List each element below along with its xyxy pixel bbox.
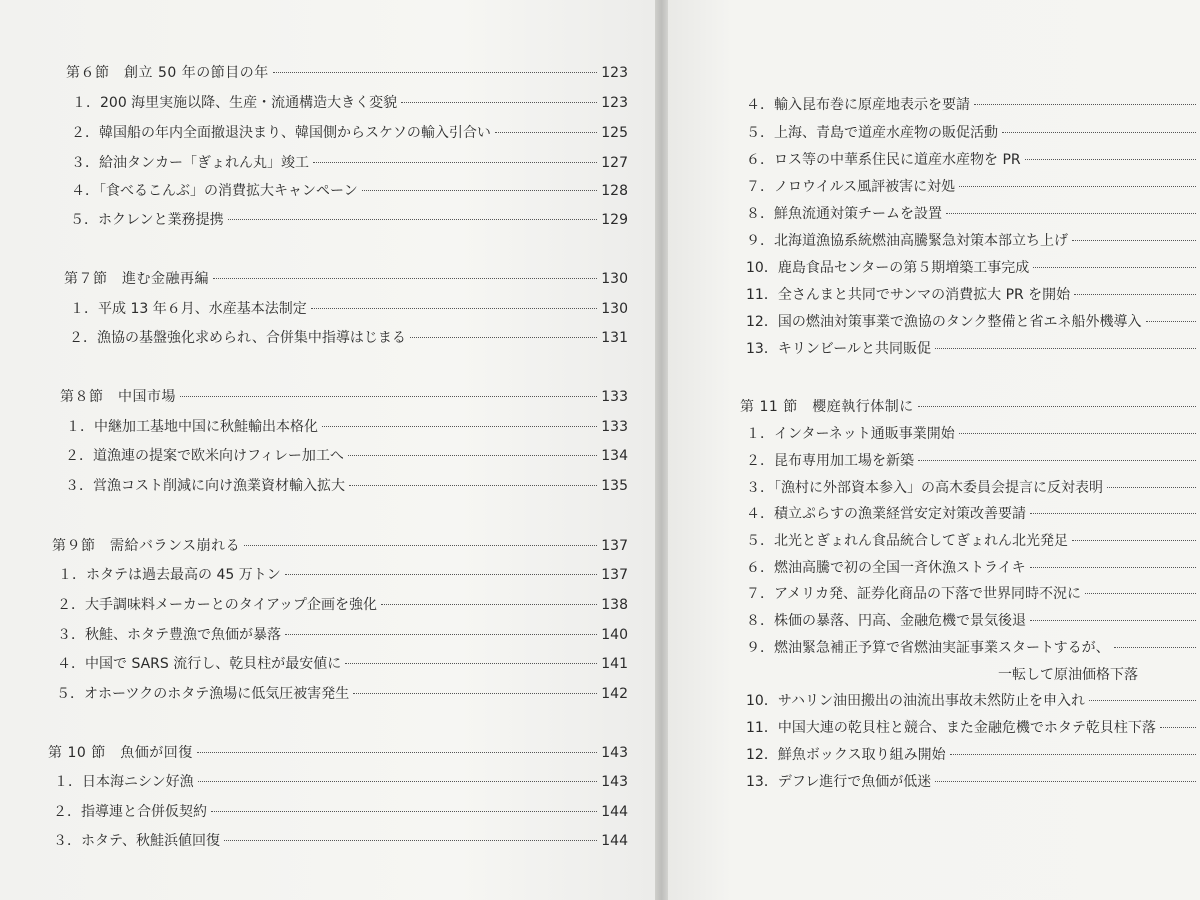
page-number: 134 xyxy=(601,448,628,464)
book-gutter xyxy=(655,0,668,900)
entry-title: ６．燃油高騰で初の全国一斉休漁ストライキ xyxy=(746,560,1026,576)
toc-entry xyxy=(746,178,1200,196)
page-number: 142 xyxy=(601,686,628,702)
entry-title: 10．サハリン油田搬出の油流出事故未然防止を申入れ xyxy=(746,693,1085,709)
toc-entry xyxy=(57,655,628,673)
page-number: 143 xyxy=(601,774,628,790)
dot-leader xyxy=(273,72,598,73)
dot-leader xyxy=(198,781,598,782)
section-title: 第 10 節 魚価が回復 xyxy=(48,745,193,761)
dot-leader xyxy=(311,308,598,309)
dot-leader xyxy=(918,460,1196,461)
dot-leader xyxy=(1030,620,1196,621)
entry-title: ３．給油タンカー「ぎょれん丸」竣工 xyxy=(71,155,309,171)
page-number: 144 xyxy=(601,833,628,849)
dot-leader xyxy=(959,186,1196,187)
dot-leader xyxy=(353,693,597,694)
dot-leader xyxy=(935,781,1196,782)
entry-title: ５．上海、青島で道産水産物の販促活動 xyxy=(746,125,998,141)
toc-entry xyxy=(70,211,628,229)
dot-leader xyxy=(349,485,597,486)
toc-entry xyxy=(65,447,628,465)
page-number: 138 xyxy=(601,597,628,613)
entry-title: １．ホタテは過去最高の 45 万トン xyxy=(58,567,281,583)
entry-title: 11．中国大連の乾貝柱と競合、また金融危機でホタテ乾貝柱下落 xyxy=(746,720,1156,736)
dot-leader xyxy=(1146,321,1196,322)
page-number: 137 xyxy=(601,538,628,554)
page-number: 141 xyxy=(601,656,628,672)
entry-title: ２．昆布専用加工場を新築 xyxy=(746,453,914,469)
toc-entry xyxy=(746,286,1200,304)
page-number: 130 xyxy=(601,271,628,287)
page-number: 125 xyxy=(601,125,628,141)
entry-title: ４．中国で SARS 流行し、乾貝柱が最安値に xyxy=(57,656,342,672)
entry-title: １．中継加工基地中国に秋鮭輸出本格化 xyxy=(66,419,318,435)
dot-leader xyxy=(1074,294,1196,295)
entry-title: １．日本海ニシン好漁 xyxy=(54,774,194,790)
dot-leader xyxy=(348,455,597,456)
toc-entry xyxy=(746,479,1200,497)
page-number: 127 xyxy=(601,155,628,171)
toc-entry xyxy=(65,477,628,495)
section-title: 第６節 創立 50 年の節目の年 xyxy=(66,65,269,81)
entry-title: １．平成 13 年６月、水産基本法制定 xyxy=(70,301,307,317)
dot-leader xyxy=(1072,240,1196,241)
entry-title: ７．ノロウイルス風評被害に対処 xyxy=(746,179,956,195)
dot-leader xyxy=(213,278,597,279)
entry-title: １．インターネット通販事業開始 xyxy=(746,426,955,442)
toc-entry xyxy=(57,626,628,644)
toc-entry xyxy=(53,832,628,850)
dot-leader xyxy=(918,406,1196,407)
dot-leader xyxy=(381,604,597,605)
toc-entry xyxy=(746,612,1200,630)
entry-title: ９．北海道漁協系統燃油高騰緊急対策本部立ち上げ xyxy=(746,233,1068,249)
page-number: 123 xyxy=(601,65,628,81)
dot-leader xyxy=(322,426,597,427)
dot-leader xyxy=(180,396,597,397)
dot-leader xyxy=(935,348,1196,349)
dot-leader xyxy=(946,213,1196,214)
dot-leader xyxy=(1160,727,1196,728)
toc-entry xyxy=(746,124,1200,142)
toc-entry xyxy=(746,232,1200,250)
toc-entry xyxy=(71,182,628,200)
toc-entry xyxy=(72,94,628,112)
toc-entry xyxy=(58,566,628,584)
dot-leader xyxy=(959,433,1196,434)
toc-entry xyxy=(54,773,628,791)
dot-leader xyxy=(224,840,597,841)
entry-title: １．200 海里実施以降、生産・流通構造大きく変貌 xyxy=(72,95,398,111)
dot-leader xyxy=(313,162,597,163)
entry-title: ５．ホクレンと業務提携 xyxy=(70,212,224,228)
dot-leader xyxy=(285,634,597,635)
section-heading xyxy=(48,744,628,762)
toc-entry xyxy=(57,596,628,614)
dot-leader xyxy=(197,752,598,753)
entry-title: ２．指導連と合併仮契約 xyxy=(53,804,207,820)
section-heading xyxy=(52,537,628,555)
dot-leader xyxy=(410,337,597,338)
dot-leader xyxy=(1002,132,1196,133)
toc-entry xyxy=(746,151,1200,169)
toc-entry xyxy=(746,505,1200,523)
toc-entry xyxy=(70,300,628,318)
page-number: 128 xyxy=(601,183,628,199)
entry-title: 12．国の燃油対策事業で漁協のタンク整備と省エネ船外機導入 xyxy=(746,314,1142,330)
dot-leader xyxy=(974,104,1196,105)
toc-entry xyxy=(746,96,1200,114)
toc-entry xyxy=(746,340,1200,358)
toc-entry xyxy=(69,329,628,347)
dot-leader xyxy=(1089,700,1196,701)
toc-entry xyxy=(746,425,1200,443)
entry-title: ９．燃油緊急補正予算で省燃油実証事業スタートするが、 xyxy=(746,640,1110,656)
toc-entry xyxy=(746,746,1200,764)
page-number: 140 xyxy=(601,627,628,643)
entry-title: ３．ホタテ、秋鮭浜値回復 xyxy=(53,833,221,849)
entry-title: ５．北光とぎょれん食品統合してぎょれん北光発足 xyxy=(746,533,1068,549)
entry-title: ７．アメリカ発、証券化商品の下落で世界同時不況に xyxy=(746,586,1082,602)
dot-leader xyxy=(950,754,1196,755)
page-number: 131 xyxy=(601,330,628,346)
section-title: 第９節 需給バランス崩れる xyxy=(52,538,241,554)
toc-entry xyxy=(746,639,1200,657)
page-number: 143 xyxy=(601,745,628,761)
toc-entry xyxy=(746,559,1200,577)
dot-leader xyxy=(495,132,597,133)
entry-title: ３．秋鮭、ホタテ豊漁で魚価が暴落 xyxy=(57,627,281,643)
dot-leader xyxy=(1025,159,1196,160)
entry-title: ３．営漁コスト削減に向け漁業資材輸入拡大 xyxy=(65,478,345,494)
entry-title: 13．デフレ進行で魚価が低迷 xyxy=(746,774,932,790)
dot-leader xyxy=(228,219,598,220)
toc-entry xyxy=(746,692,1200,710)
section-heading xyxy=(60,388,628,406)
entry-title: ８．鮮魚流通対策チームを設置 xyxy=(746,206,942,222)
dot-leader xyxy=(1030,567,1196,568)
page-number: 129 xyxy=(601,212,628,228)
entry-title: ６．ロス等の中華系住民に道産水産物を PR xyxy=(746,152,1021,168)
toc-entry xyxy=(746,532,1200,550)
page-number: 123 xyxy=(601,95,628,111)
dot-leader xyxy=(345,663,597,664)
toc-entry xyxy=(746,313,1200,331)
dot-leader xyxy=(285,574,598,575)
entry-title: ８．株価の暴落、円高、金融危機で景気後退 xyxy=(746,613,1026,629)
entry-title: 10．鹿島食品センターの第５期増築工事完成 xyxy=(746,260,1030,276)
dot-leader xyxy=(1107,487,1196,488)
section-heading xyxy=(66,64,628,82)
toc-entry xyxy=(746,452,1200,470)
page-number: 137 xyxy=(601,567,628,583)
toc-entry xyxy=(53,803,628,821)
page-number: 133 xyxy=(601,389,628,405)
toc-entry xyxy=(746,259,1200,277)
dot-leader xyxy=(401,102,597,103)
toc-entry xyxy=(71,124,628,142)
section-title: 第８節 中国市場 xyxy=(60,389,176,405)
toc-entry xyxy=(56,685,628,703)
entry-title: ２．大手調味料メーカーとのタイアップ企画を強化 xyxy=(57,597,378,613)
page-number: 144 xyxy=(601,804,628,820)
page-number: 130 xyxy=(601,301,628,317)
entry-title: ４．輸入昆布巻に原産地表示を要請 xyxy=(746,97,970,113)
entry-title: 11．全さんまと共同でサンマの消費拡大 PR を開始 xyxy=(746,287,1071,303)
entry-title: ４．積立ぷらすの漁業経営安定対策改善要請 xyxy=(746,506,1026,522)
section-heading xyxy=(740,398,1200,416)
entry-title: ２．韓国船の年内全面撤退決まり、韓国側からスケソの輸入引合い xyxy=(71,125,491,141)
dot-leader xyxy=(1033,267,1196,268)
entry-continuation: 一転して原油価格下落 xyxy=(998,667,1138,683)
section-title: 第７節 進む金融再編 xyxy=(64,271,209,287)
dot-leader xyxy=(362,190,598,191)
section-title: 第 11 節 櫻庭執行体制に xyxy=(740,399,914,415)
page-number: 133 xyxy=(601,419,628,435)
toc-entry xyxy=(746,719,1200,737)
page-number: 135 xyxy=(601,478,628,494)
entry-title: 13．キリンビールと共同販促 xyxy=(746,341,931,357)
dot-leader xyxy=(1085,593,1196,594)
dot-leader xyxy=(1072,540,1196,541)
entry-title: 12．鮮魚ボックス取り組み開始 xyxy=(746,747,946,763)
toc-entry xyxy=(66,418,628,436)
section-heading xyxy=(64,270,628,288)
entry-title: ３．「漁村に外部資本参入」の高木委員会提言に反対表明 xyxy=(746,480,1103,496)
right-page xyxy=(668,0,1200,900)
dot-leader xyxy=(1030,513,1196,514)
entry-title: ４．「食べるこんぶ」の消費拡大キャンペーン xyxy=(71,183,358,199)
dot-leader xyxy=(244,545,597,546)
entry-title: ５．オホーツクのホタテ漁場に低気圧被害発生 xyxy=(56,686,350,702)
toc-entry xyxy=(746,205,1200,223)
dot-leader xyxy=(1114,647,1196,648)
toc-entry xyxy=(71,154,628,172)
entry-title: ２．漁協の基盤強化求められ、合併集中指導はじまる xyxy=(69,330,406,346)
toc-entry xyxy=(746,585,1200,603)
entry-title: ２．道漁連の提案で欧米向けフィレー加工へ xyxy=(65,448,344,464)
dot-leader xyxy=(211,811,597,812)
toc-entry xyxy=(746,773,1200,791)
